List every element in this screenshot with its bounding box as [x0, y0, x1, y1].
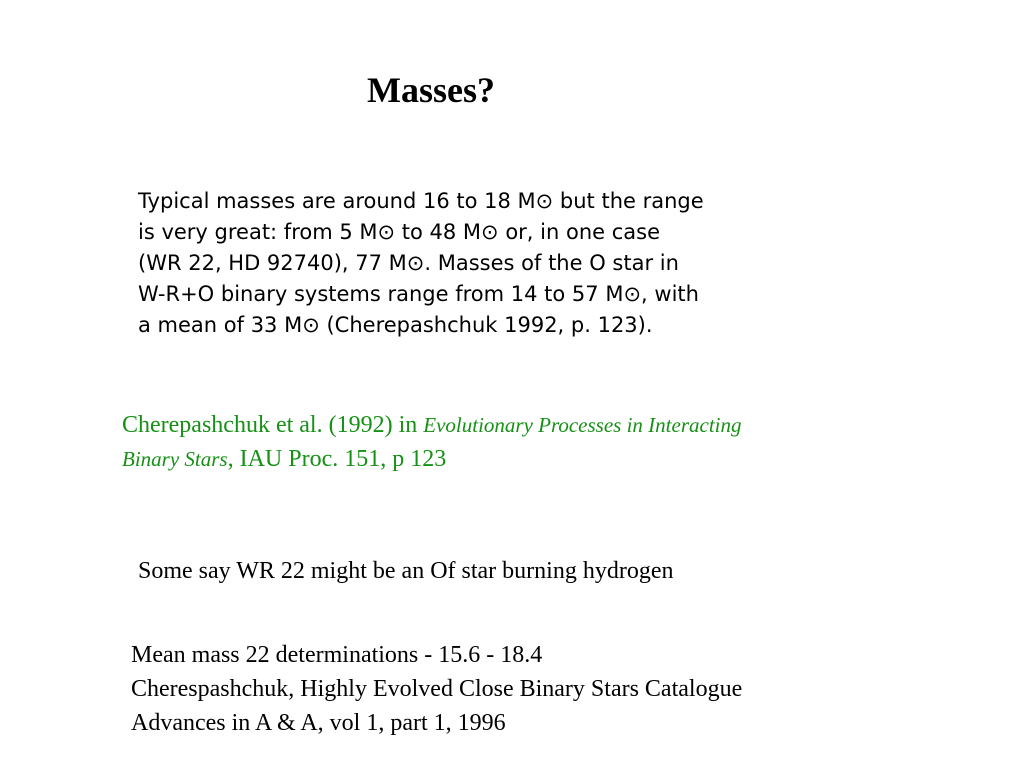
reference-line: Cherespashchuk, Highly Evolved Close Binary Stars Catalogue	[131, 676, 743, 702]
quote-line: a mean of 33 M⊙ (Cherepashchuk 1992, p. 123).	[138, 313, 653, 337]
wr22-note: Some say WR 22 might be an Of star burning hydrogen	[138, 558, 674, 584]
citation-line-2	[122, 442, 902, 476]
quote-line: is very great: from 5 M⊙ to 48 M⊙ or, in one case	[138, 220, 661, 244]
quote-line: Typical masses are around 16 to 18 M⊙ but the range	[138, 189, 704, 213]
citation-book-title: Evolutionary Processes in Interacting	[423, 413, 742, 437]
citation-authors: Cherepashchuk et al. (1992) in	[122, 412, 424, 438]
mass-quote-block	[138, 186, 858, 341]
quote-line: (WR 22, HD 92740), 77 M⊙. Masses of the O star in	[138, 251, 679, 275]
reference-block	[131, 638, 742, 740]
citation-line-1	[122, 408, 902, 442]
reference-line: Mean mass 22 determinations - 15.6 - 18.4	[131, 642, 543, 668]
citation-book-title-cont: Binary Stars	[122, 447, 228, 471]
reference-line: Advances in A & A, vol 1, part 1, 1996	[131, 710, 506, 736]
slide-title: Masses?	[367, 70, 495, 110]
citation-proceedings: , IAU Proc. 151, p 123	[227, 446, 447, 472]
citation-block	[122, 408, 902, 476]
quote-line: W-R+O binary systems range from 14 to 57 M⊙, with	[138, 282, 699, 306]
